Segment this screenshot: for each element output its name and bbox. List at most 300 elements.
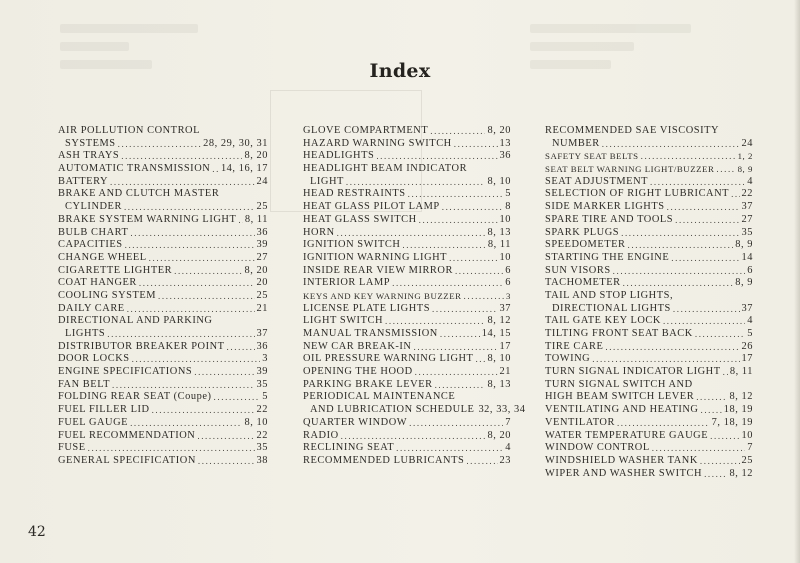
index-entry-label: BULB CHART (58, 226, 129, 238)
dot-leader (613, 265, 746, 278)
index-entry (58, 315, 268, 328)
index-entry-page: 20 (256, 277, 268, 289)
index-entry-label: PARKING BRAKE LEVER (303, 378, 433, 390)
index-entry (545, 188, 753, 201)
index-entry-label: SPEEDOMETER (545, 239, 626, 251)
dot-leader (464, 290, 505, 303)
index-entry-page: 8, 11 (487, 239, 511, 251)
index-entry-label: SEAT ADJUSTMENT (545, 175, 649, 187)
dot-leader (174, 265, 242, 278)
index-entry-label: FOLDING REAR SEAT (Coupe) (58, 391, 212, 403)
index-entry-page: 10 (741, 429, 753, 441)
index-entry-label: SELECTION OF RIGHT LUBRICANT (545, 188, 730, 200)
dot-leader (419, 214, 498, 227)
index-entry-label: OPENING THE HOOD (303, 366, 413, 378)
index-entry (58, 150, 268, 163)
dot-leader (415, 366, 498, 379)
index-entry-label: RECOMMENDED SAE VISCOSITY (545, 125, 720, 136)
dot-leader (432, 303, 497, 316)
dot-leader (430, 125, 485, 138)
index-entry-label: TAIL GATE KEY LOCK (545, 315, 661, 327)
index-entry-label: DIRECTIONAL AND PARKING (58, 315, 213, 327)
index-entry-label: HIGH BEAM SWITCH LEVER (545, 391, 695, 403)
index-entry-label: OIL PRESSURE WARNING LIGHT (303, 353, 474, 365)
index-entry-page: 37 (499, 302, 511, 314)
index-entry-label: SPARK PLUGS (545, 226, 620, 238)
dot-leader (641, 150, 736, 163)
index-entry (303, 315, 511, 328)
dot-leader (130, 227, 254, 240)
index-entry (303, 150, 511, 163)
index-entry-label: SUN VISORS (545, 264, 611, 276)
dot-leader (605, 341, 739, 354)
index-entry-page: 5 (505, 188, 511, 200)
index-entry-page: 7 (747, 442, 753, 454)
index-entry-label: CIGARETTE LIGHTER (58, 264, 173, 276)
index-entry-page: 39 (256, 366, 268, 378)
index-entry-label: NUMBER (552, 137, 600, 149)
index-entry-page: 22 (741, 188, 753, 200)
index-entry-page: 39 (256, 239, 268, 251)
index-entry (545, 125, 753, 138)
index-entry (58, 417, 268, 430)
index-entry-label: CHANGE WHEEL (58, 251, 147, 263)
index-entry (545, 379, 753, 392)
index-entry-label: RECLINING SEAT (303, 442, 395, 454)
index-entry (545, 430, 753, 443)
index-entry-label: HAZARD WARNING SWITCH (303, 137, 452, 149)
index-entry-page: 10 (499, 251, 511, 263)
index-entry (58, 430, 268, 443)
index-entry (58, 379, 268, 392)
index-entry-page: 32, 33, 34 (478, 404, 526, 416)
index-entry (58, 341, 268, 354)
dot-leader (442, 201, 504, 214)
index-entry-page: 14 (741, 251, 753, 263)
index-entry-label: GENERAL SPECIFICATION (58, 454, 196, 466)
index-entry-page: 3 (262, 353, 268, 365)
index-entry-label: HEAT GLASS PILOT LAMP (303, 201, 440, 213)
index-entry-page: 27 (256, 251, 268, 263)
index-entry (545, 150, 753, 163)
index-entry-label: HEAD RESTRAINTS (303, 188, 406, 200)
index-entry-page: 6 (505, 277, 511, 289)
index-entry-label: DISTRIBUTOR BREAKER POINT (58, 340, 225, 352)
dot-leader (710, 430, 739, 443)
index-entry-label: LICENSE PLATE LIGHTS (303, 302, 431, 314)
index-entry (545, 341, 753, 354)
index-entry-page: 35 (256, 442, 268, 454)
index-entry-label: TILTING FRONT SEAT BACK (545, 328, 693, 339)
index-entry-page: 8, 11 (244, 213, 268, 225)
index-column-1 (58, 125, 268, 468)
dot-leader (731, 188, 739, 201)
index-entry-page: 4 (505, 442, 511, 454)
index-entry-page: 7 (505, 416, 511, 428)
index-entry-label: SYSTEMS (65, 137, 116, 149)
index-entry (58, 391, 268, 404)
dot-leader (227, 341, 255, 354)
index-entry (303, 252, 511, 265)
dot-leader (628, 239, 734, 252)
index-entry-page: 8, 13 (487, 378, 511, 390)
index-entry (545, 239, 753, 252)
index-entry (303, 138, 511, 151)
index-entry-label: HORN (303, 226, 335, 238)
index-entry (58, 125, 268, 138)
index-entry-page: 26 (741, 340, 753, 352)
index-entry-label: GLOVE COMPARTMENT (303, 125, 429, 136)
index-entry-page: 8, 10 (487, 175, 511, 187)
dot-leader (132, 353, 261, 366)
index-entry-page: 8 (505, 201, 511, 213)
index-entry-page: 8, 20 (487, 125, 511, 136)
dot-leader (435, 379, 486, 392)
index-entry-page: 25 (256, 201, 268, 213)
index-entry (303, 379, 511, 392)
index-entry (303, 353, 511, 366)
index-entry-page: 38 (256, 454, 268, 466)
index-entry-label: SAFETY SEAT BELTS (545, 151, 639, 162)
index-entry (303, 430, 511, 443)
index-entry-label: DIRECTIONAL LIGHTS (552, 302, 671, 314)
dot-leader (376, 150, 497, 163)
index-entry-label: WINDOW CONTROL (545, 442, 650, 454)
index-entry (58, 328, 268, 341)
index-entry-label: WINDSHIELD WASHER TANK (545, 454, 698, 466)
dot-leader (139, 277, 255, 290)
index-entry-label: CYLINDER (65, 201, 122, 213)
index-entry (58, 188, 268, 201)
dot-leader (127, 303, 255, 316)
index-entry (58, 265, 268, 278)
index-entry-page: 8, 20 (244, 150, 268, 162)
index-entry-page: 8, 12 (487, 315, 511, 327)
index-entry-label: FUEL RECOMMENDATION (58, 429, 196, 441)
dot-leader (118, 138, 202, 151)
index-entry-page: 17 (741, 353, 753, 365)
index-entry-label: HEADLIGHT BEAM INDICATOR (303, 163, 468, 175)
index-entry (303, 391, 511, 404)
index-entry-label: AUTOMATIC TRANSMISSION (58, 163, 211, 175)
index-entry (545, 252, 753, 265)
index-entry-page: 36 (256, 340, 268, 352)
index-entry (303, 227, 511, 240)
page-title: Index (369, 60, 431, 82)
dot-leader (392, 277, 503, 290)
index-entry-label: STARTING THE ENGINE (545, 251, 670, 263)
dot-leader (652, 442, 745, 455)
index-entry (58, 404, 268, 417)
index-entry-label: QUARTER WINDOW (303, 416, 408, 428)
index-entry-label: BRAKE AND CLUTCH MASTER (58, 188, 220, 200)
index-entry-page: 8, 11 (729, 366, 753, 378)
index-entry (545, 404, 753, 417)
index-entry-page: 8, 20 (487, 429, 511, 441)
index-entry-page: 36 (499, 150, 511, 162)
index-entry-page: 1, 2 (737, 151, 753, 162)
index-entry (545, 353, 753, 366)
dot-leader (413, 341, 497, 354)
index-entry (58, 277, 268, 290)
index-entry-page: 8, 9 (737, 164, 753, 175)
index-entry-label: RADIO (303, 429, 339, 441)
dot-leader (475, 353, 485, 366)
dot-leader (592, 353, 739, 366)
index-entry-page: 14, 15 (481, 328, 511, 339)
index-entry (545, 138, 753, 151)
dot-leader (700, 404, 721, 417)
index-entry-label: BRAKE SYSTEM WARNING LIGHT (58, 213, 237, 225)
index-entry (303, 277, 511, 290)
index-entry-label: TIRE CARE (545, 340, 604, 352)
index-entry-page: 4 (747, 175, 753, 187)
index-entry (545, 290, 753, 303)
index-entry (58, 163, 268, 176)
index-entry-page: 18, 19 (723, 404, 753, 416)
dot-leader (152, 404, 255, 417)
dot-leader (110, 176, 254, 189)
index-entry (58, 201, 268, 214)
index-entry (303, 239, 511, 252)
index-entry-label: TACHOMETER (545, 277, 621, 289)
index-entry-page: 22 (256, 404, 268, 416)
dot-leader (696, 391, 727, 404)
index-entry (545, 227, 753, 240)
dot-leader (408, 188, 504, 201)
index-entry (545, 442, 753, 455)
index-entry (303, 163, 511, 176)
dot-leader (125, 239, 255, 252)
index-entry-page: 21 (499, 366, 511, 378)
index-entry-label: TAIL AND STOP LIGHTS, (545, 289, 674, 301)
index-entry (58, 290, 268, 303)
index-entry-page: 13 (499, 137, 511, 149)
index-entry-page: 10 (499, 213, 511, 225)
index-entry (545, 277, 753, 290)
index-entry-label: TURN SIGNAL INDICATOR LIGHT (545, 366, 721, 378)
dot-leader (402, 239, 485, 252)
dot-leader (700, 455, 740, 468)
dot-leader (238, 214, 243, 227)
index-entry-label: SPARE TIRE AND TOOLS (545, 213, 674, 225)
dot-leader (695, 328, 745, 341)
index-entry (58, 442, 268, 455)
dot-leader (212, 163, 219, 176)
index-entry (545, 417, 753, 430)
index-entry (545, 468, 753, 481)
dot-leader (341, 430, 486, 443)
index-entry-label: IGNITION SWITCH (303, 239, 401, 251)
index-entry (303, 417, 511, 430)
index-entry (58, 455, 268, 468)
dot-leader (440, 328, 480, 341)
index-entry (303, 201, 511, 214)
index-entry-label: FUSE (58, 442, 86, 454)
index-entry (303, 404, 526, 417)
index-entry-page: 5 (262, 391, 268, 403)
dot-leader (623, 277, 734, 290)
index-entry (545, 315, 753, 328)
index-entry-page: 14, 16, 17 (220, 163, 268, 175)
dot-leader (454, 138, 498, 151)
dot-leader (602, 138, 740, 151)
index-entry-label: AIR POLLUTION CONTROL (58, 125, 201, 136)
dot-leader (671, 252, 739, 265)
index-entry-label: LIGHT SWITCH (303, 315, 383, 327)
index-entry (545, 455, 753, 468)
dot-leader (385, 315, 485, 328)
index-entry (58, 303, 268, 316)
index-entry-label: DOOR LOCKS (58, 353, 130, 365)
dot-leader (158, 290, 254, 303)
index-entry (58, 366, 268, 379)
index-entry-label: TOWING (545, 353, 591, 365)
index-entry-page: 35 (741, 226, 753, 238)
index-entry (545, 265, 753, 278)
dot-leader (107, 328, 254, 341)
index-entry-page: 8, 12 (729, 467, 753, 479)
dot-leader (198, 455, 255, 468)
dot-leader (194, 366, 254, 379)
index-entry-page: 37 (741, 302, 753, 314)
index-entry-page: 8, 10 (487, 353, 511, 365)
index-entry (58, 227, 268, 240)
index-entry-page: 4 (747, 315, 753, 327)
index-entry-label: LIGHT (310, 175, 344, 187)
dot-leader (214, 391, 261, 404)
index-entry (303, 442, 511, 455)
index-entry-label: FUEL FILLER LID (58, 404, 150, 416)
index-entry-label: LIGHTS (65, 328, 106, 339)
index-column-3 (545, 125, 753, 480)
page-number: 42 (28, 524, 46, 540)
index-entry-label: TURN SIGNAL SWITCH AND (545, 378, 693, 390)
index-entry-label: SEAT BELT WARNING LIGHT/BUZZER (545, 164, 715, 175)
index-entry-label: KEYS AND KEY WARNING BUZZER (303, 290, 462, 301)
dot-leader (673, 303, 740, 316)
dot-leader (149, 252, 255, 265)
index-entry (303, 455, 511, 468)
index-entry (545, 214, 753, 227)
index-entry-label: SIDE MARKER LIGHTS (545, 201, 665, 213)
index-entry (545, 303, 753, 316)
index-entry-label: WATER TEMPERATURE GAUGE (545, 429, 709, 441)
index-entry-label: PERIODICAL MAINTENANCE (303, 391, 456, 403)
index-entry-page: 8, 9 (735, 277, 753, 289)
index-entry-label: ASH TRAYS (58, 150, 120, 162)
index-entry-label: VENTILATING AND HEATING (545, 404, 699, 416)
index-entry (303, 341, 511, 354)
dot-leader (346, 176, 486, 189)
index-entry-label: FAN BELT (58, 378, 111, 390)
index-entry-page: 35 (256, 378, 268, 390)
index-entry-label: FUEL GAUGE (58, 416, 129, 428)
index-entry-page: 27 (741, 213, 753, 225)
dot-leader (130, 417, 242, 430)
index-entry-label: VENTILATOR (545, 416, 615, 428)
index-entry (303, 290, 511, 303)
dot-leader (409, 417, 503, 430)
index-entry-label: DAILY CARE (58, 302, 125, 314)
index-entry-page: 5 (747, 328, 753, 339)
index-entry-label: MANUAL TRANSMISSION (303, 328, 438, 339)
index-entry (58, 239, 268, 252)
index-entry (303, 214, 511, 227)
dot-leader (88, 442, 255, 455)
index-entry-page: 17 (499, 340, 511, 352)
index-entry-label: AND LUBRICATION SCHEDULE (310, 404, 475, 416)
index-entry (545, 366, 753, 379)
index-entry-page: 24 (256, 175, 268, 187)
index-entry-label: NEW CAR BREAK-IN (303, 340, 412, 352)
index-entry (58, 353, 268, 366)
dot-leader (455, 265, 503, 278)
dot-leader (337, 227, 486, 240)
index-entry-label: COAT HANGER (58, 277, 137, 289)
index-column-2 (303, 125, 526, 468)
index-entry-page: 7, 18, 19 (711, 416, 753, 428)
index-entry-page: 8, 9 (735, 239, 753, 251)
dot-leader (723, 366, 728, 379)
dot-leader (675, 214, 739, 227)
index-entry-label: INTERIOR LAMP (303, 277, 391, 289)
page-edge-shadow (794, 0, 800, 563)
index-entry-label: IGNITION WARNING LIGHT (303, 251, 448, 263)
index-entry (303, 188, 511, 201)
index-entry-page: 8, 20 (244, 264, 268, 276)
index-entry (58, 176, 268, 189)
index-entry-label: ENGINE SPECIFICATIONS (58, 366, 193, 378)
dot-leader (716, 163, 735, 176)
dot-leader (667, 201, 740, 214)
dot-leader (663, 315, 745, 328)
index-entry (545, 391, 753, 404)
index-entry (545, 328, 753, 341)
index-entry-page: 37 (741, 201, 753, 213)
index-entry (303, 176, 511, 189)
dot-leader (449, 252, 497, 265)
index-entry-label: CAPACITIES (58, 239, 123, 251)
dot-leader (124, 201, 255, 214)
index-entry-label: INSIDE REAR VIEW MIRROR (303, 264, 453, 276)
index-entry-page: 36 (256, 226, 268, 238)
index-entry (303, 303, 511, 316)
index-entry (303, 328, 511, 341)
index-entry-page: 3 (506, 290, 511, 301)
dot-leader (197, 430, 254, 443)
index-entry-page: 22 (256, 429, 268, 441)
index-entry-label: HEADLIGHTS (303, 150, 375, 162)
index-entry-page: 8, 10 (244, 416, 268, 428)
index-entry-page: 25 (256, 289, 268, 301)
dot-leader (396, 442, 503, 455)
index-entry-label: RECOMMENDED LUBRICANTS (303, 454, 465, 466)
index-entry (303, 125, 511, 138)
dot-leader (650, 176, 745, 189)
index-entry (58, 138, 268, 151)
index-entry (545, 201, 753, 214)
index-entry-page: 23 (499, 454, 511, 466)
index-entry-page: 8, 13 (487, 226, 511, 238)
index-entry-page: 28, 29, 30, 31 (203, 137, 268, 149)
index-entry-label: WIPER AND WASHER SWITCH (545, 467, 703, 479)
index-entry-page: 24 (741, 137, 753, 149)
dot-leader (112, 379, 254, 392)
index-entry-page: 8, 12 (729, 391, 753, 403)
index-entry (58, 252, 268, 265)
index-entry-page: 37 (256, 328, 268, 339)
